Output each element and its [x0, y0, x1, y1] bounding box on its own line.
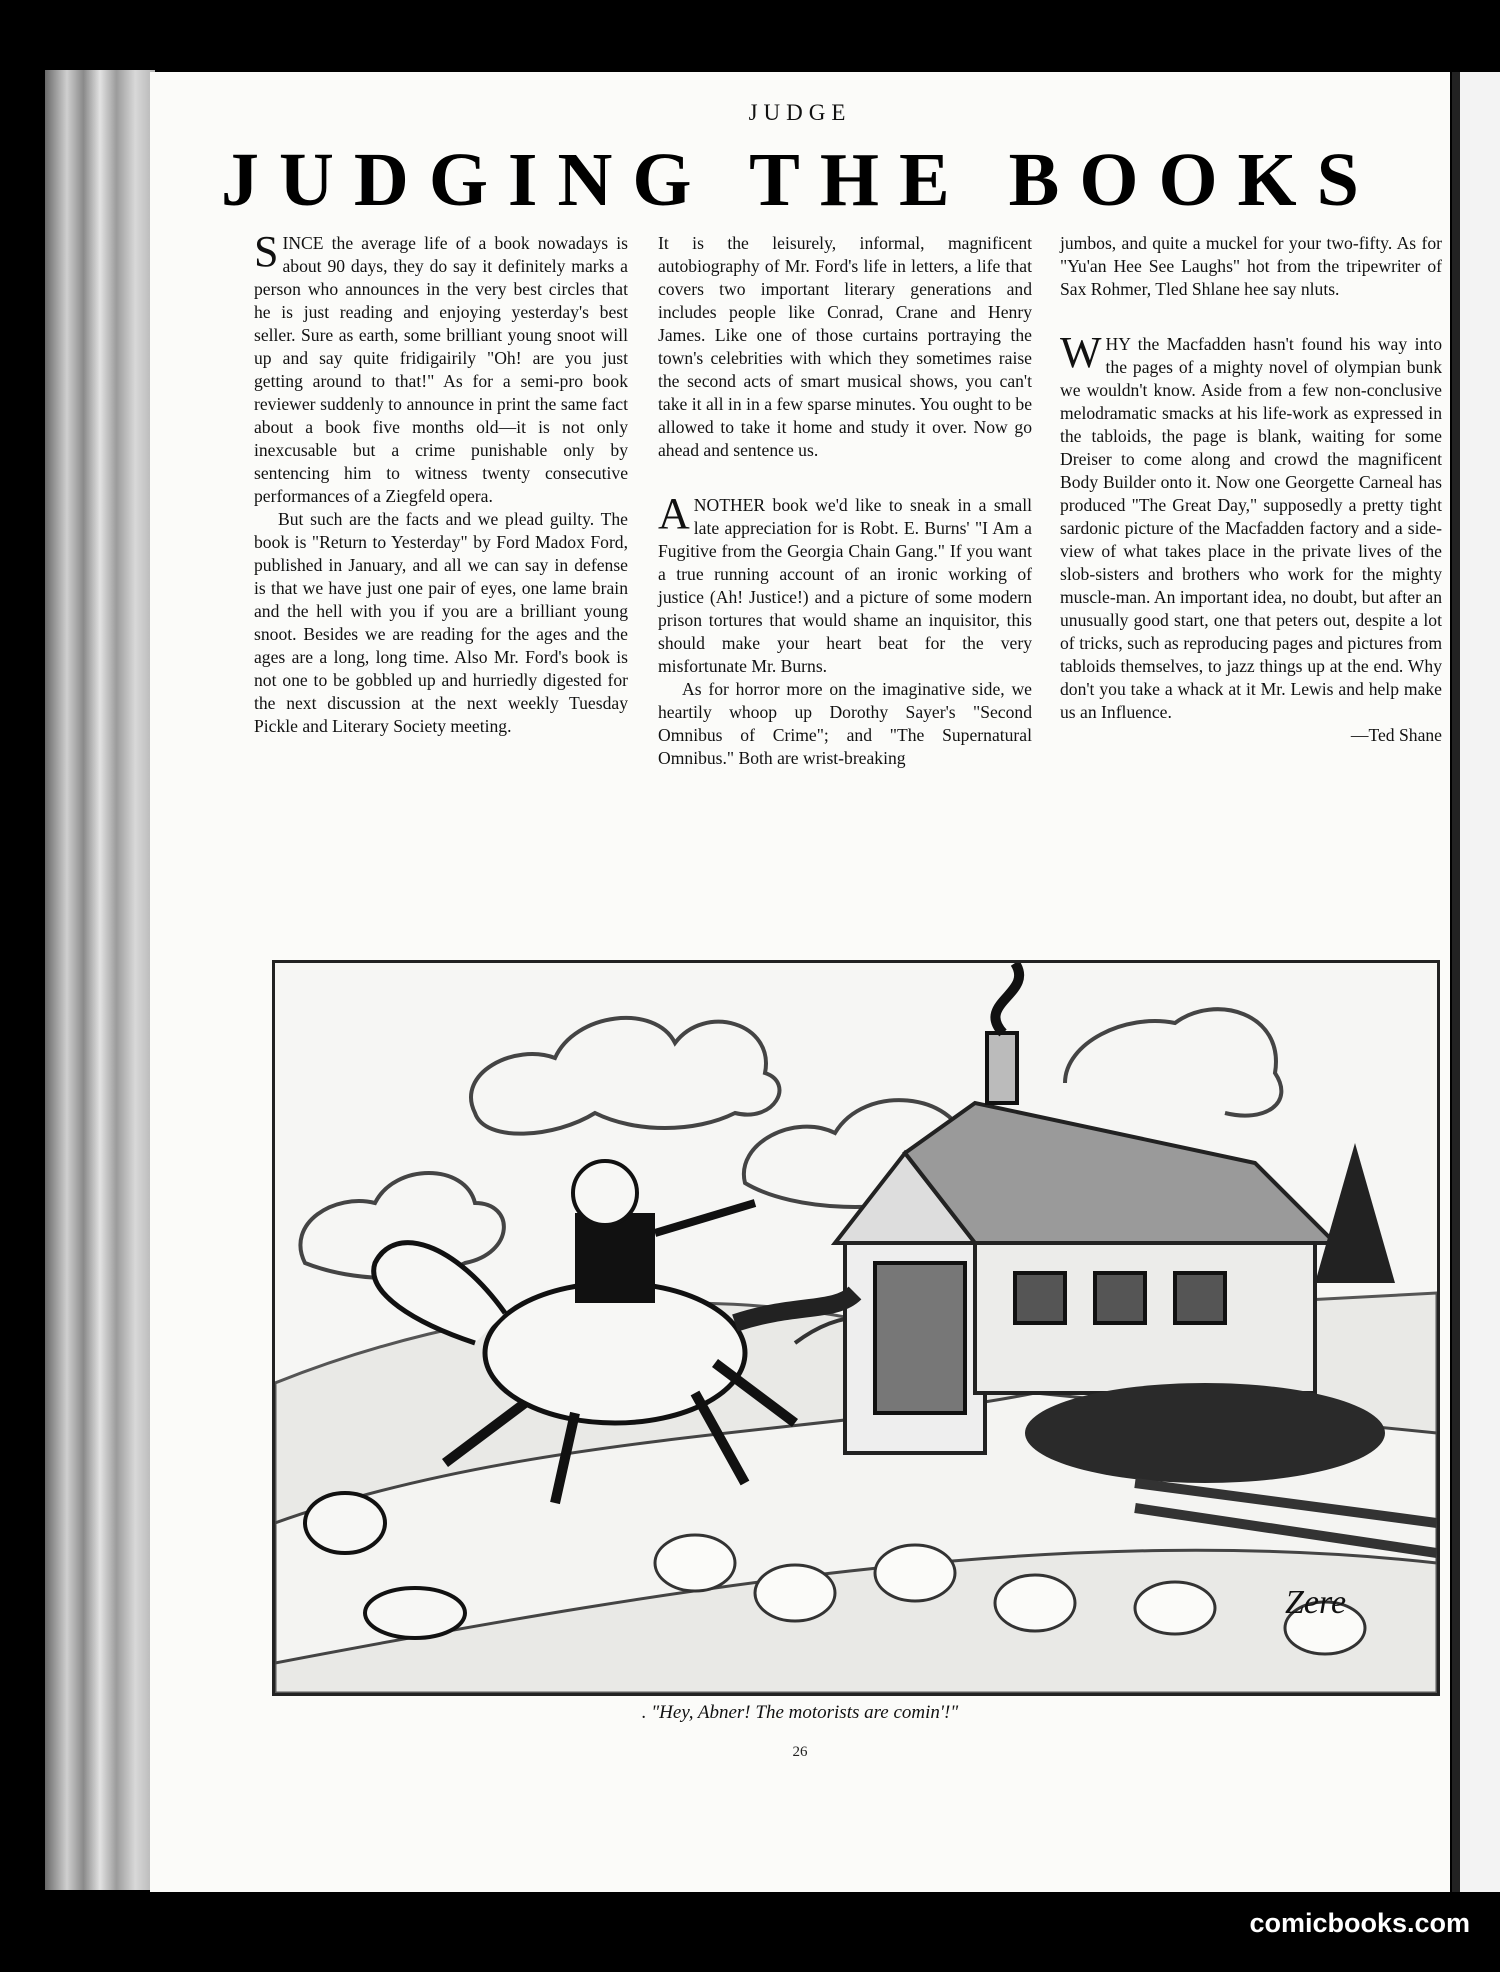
cartoon-caption: . "Hey, Abner! The motorists are comin'!" [641, 1702, 959, 1723]
next-page-edge [1452, 72, 1500, 1892]
watermark: comicbooks.com [1249, 1908, 1470, 1938]
cloud [1065, 1009, 1281, 1115]
drop-cap: W [1060, 328, 1102, 377]
page-number: 26 [792, 1744, 808, 1760]
column-1-paragraph-2: But such are the facts and we plead guilty. The book is "Return to Yesterday" by Ford Madox Ford, published in January, and all we can say in defense is that we have just one pair of eyes, one lame brain and the hell with you if you are a brilliant young snoot. Besides we are reading for the ages and the ages are a long, long time. Also Mr. Ford's book is not one to be gobbled up and hurriedly digested for the next discussion at the next weekly Tuesday Pickle and Literary Society meeting. [254, 509, 628, 736]
article-column-3 [1060, 232, 1442, 747]
column-3-paragraph-2 [1060, 328, 1442, 724]
author-signature: —Ted Shane [1350, 725, 1442, 745]
article-column-2 [658, 232, 1032, 770]
farmhouse [835, 963, 1335, 1453]
chimney [987, 1033, 1017, 1103]
column-2-paragraph-3: As for horror more on the imaginative side, we heartily whoop up Dorothy Sayer's "Second Omnibus of Crime"; and "The Supernatural Omnibus." Both are wrist-breaking [658, 679, 1032, 768]
column-2-paragraph-2 [658, 489, 1032, 678]
column-3-paragraph-1: jumbos, and quite a muckel for your two-fifty. As for "Yu'an Hee See Laughs" hot from the tripewriter of Sax Rohmer, Tled Shlane hee say nluts. [1060, 233, 1442, 299]
cartoon-illustration [272, 960, 1440, 1696]
masthead: JUDGE [748, 100, 852, 125]
column-1-paragraph-1-text: INCE the average life of a book nowadays is about 90 days, they do say it definitely marks a person who announces in the very best circles that he is just reading and enjoying yesterday's best seller. Sure as earth, some brilliant young snoot will up and say quite fridigairily "Oh! are you just getting around to that!" As for a semi-pro book reviewer suddenly to announce in print the same fact about a book five months old—it is not only inexcusable but a crime punishable only by sentencing him to witness twenty consecutive performances of a Ziegfeld opera. [254, 233, 628, 506]
column-2-paragraph-2-text: NOTHER book we'd like to sneak in a small late appreciation for is Robt. E. Burns' "I Am a Fugitive from the Georgia Chain Gang." If you want a true running account of an ironic working of justice (Ah! Justice!) and a picture of some modern prison tortures that would shame an inquisitor, this should make your heart beat for the very misfortunate Mr. Burns. [658, 495, 1032, 676]
bushes [1025, 1383, 1385, 1483]
column-3-paragraph-2-text: HY the Macfadden hasn't found his way into the pages of a mighty novel of olympian bunk we wouldn't know. Aside from a few non-conclusive melodramatic smacks at his life-work as expressed in the tabloids, the page is blank, waiting for some Dreiser to come along and crowd the magnificent Body Builder onto it. Now one Georgette Carneal has produced "The Great Day," supposedly a pretty tight sardonic picture of the Macfadden factory and a side-view of what takes place in the private lives of the slob-sisters and brothers who work for the mighty muscle-man. An important idea, no doubt, but after an unusually good start, one that peters out, despite a lot of tricks, such as reproducing pages and pictures from tabloids themselves, to jazz things up at the end. Why don't you take a whack at it Mr. Lewis and help make us an Influence. [1060, 334, 1442, 722]
chicken [365, 1588, 465, 1638]
book-page-edges [45, 70, 155, 1890]
magazine-page [150, 72, 1450, 1892]
chimney-smoke [995, 963, 1019, 1033]
article-column-1 [254, 227, 628, 738]
artist-signature: Zere [1285, 1584, 1347, 1621]
cloud [471, 1018, 779, 1134]
cartoon-drawing [275, 963, 1437, 1693]
drop-cap: S [254, 227, 279, 276]
chicken [305, 1493, 385, 1553]
column-1-paragraph-1 [254, 227, 628, 508]
page-title: JUDGING THE BOOKS [221, 138, 1379, 222]
pine-tree [1315, 1143, 1395, 1283]
drop-cap: A [658, 489, 690, 538]
column-2-paragraph-1: It is the leisurely, informal, magnificent autobiography of Mr. Ford's life in letters, a life that covers two important literary generations and includes people like Conrad, Crane and Henry James. Like one of those curtains portraying the town's celebrities with which they sometimes raise the second acts of smart musical shows, you can't take it all in in a few sparse minutes. You ought to be allowed to take it home and study it over. Now go ahead and sentence us. [658, 233, 1032, 460]
